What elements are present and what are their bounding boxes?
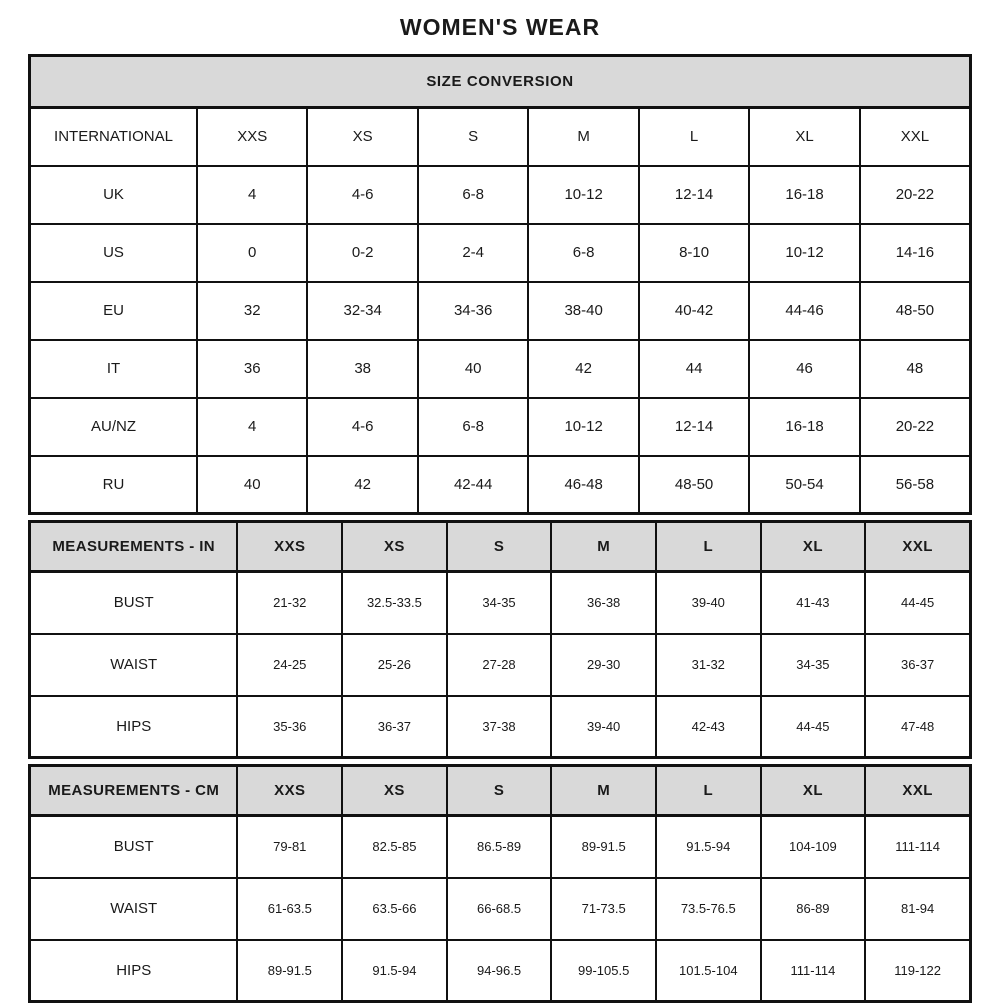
measurement-cell: 35-36 <box>237 696 342 758</box>
size-cell: 42-44 <box>418 456 528 514</box>
table-row <box>30 940 971 1002</box>
column-header: XXS <box>197 108 307 166</box>
measurement-cell: 34-35 <box>761 634 866 696</box>
measurement-cell: 91.5-94 <box>342 940 447 1002</box>
measurement-cell: 82.5-85 <box>342 816 447 878</box>
table-row <box>30 522 971 572</box>
size-conversion-table <box>28 54 972 515</box>
size-cell: 0-2 <box>307 224 417 282</box>
size-cell: 12-14 <box>639 166 749 224</box>
row-label: BUST <box>30 572 238 634</box>
column-header: XL <box>761 522 866 572</box>
size-cell: 2-4 <box>418 224 528 282</box>
measurement-cell: 79-81 <box>237 816 342 878</box>
column-header: M <box>551 766 656 816</box>
size-cell: 50-54 <box>749 456 859 514</box>
size-cell: 48 <box>860 340 971 398</box>
column-header: XXL <box>860 108 971 166</box>
measurement-cell: 27-28 <box>447 634 552 696</box>
column-header: XXS <box>237 522 342 572</box>
table-row <box>30 282 971 340</box>
size-cell: 40 <box>197 456 307 514</box>
measurement-cell: 89-91.5 <box>237 940 342 1002</box>
size-cell: 46-48 <box>528 456 638 514</box>
column-header: XS <box>342 766 447 816</box>
measurement-cell: 21-32 <box>237 572 342 634</box>
measurement-cell: 34-35 <box>447 572 552 634</box>
table-header: MEASUREMENTS - IN <box>30 522 238 572</box>
size-cell: 16-18 <box>749 166 859 224</box>
row-label: WAIST <box>30 878 238 940</box>
size-cell: 20-22 <box>860 398 971 456</box>
measurement-cell: 44-45 <box>761 696 866 758</box>
size-cell: 48-50 <box>860 282 971 340</box>
size-cell: 10-12 <box>749 224 859 282</box>
column-header: XS <box>307 108 417 166</box>
size-cell: 44 <box>639 340 749 398</box>
row-label: HIPS <box>30 696 238 758</box>
measurement-cell: 37-38 <box>447 696 552 758</box>
size-cell: 14-16 <box>860 224 971 282</box>
page-title: WOMEN'S WEAR <box>399 14 601 40</box>
size-cell: 36 <box>197 340 307 398</box>
size-conversion-banner: SIZE CONVERSION <box>30 56 971 108</box>
measurement-cell: 36-38 <box>551 572 656 634</box>
measurement-cell: 41-43 <box>761 572 866 634</box>
measurement-cell: 36-37 <box>865 634 970 696</box>
size-cell: 32-34 <box>307 282 417 340</box>
measurement-cell: 99-105.5 <box>551 940 656 1002</box>
size-cell: 10-12 <box>528 166 638 224</box>
table-row <box>30 340 971 398</box>
size-cell: 38 <box>307 340 417 398</box>
column-header: XXS <box>237 766 342 816</box>
column-header: L <box>656 522 761 572</box>
measurement-cell: 42-43 <box>656 696 761 758</box>
row-label: UK <box>30 166 197 224</box>
measurement-cell: 44-45 <box>865 572 970 634</box>
column-header: XL <box>761 766 866 816</box>
table-row <box>30 816 971 878</box>
size-cell: 4 <box>197 166 307 224</box>
measurements-in-table <box>28 520 972 759</box>
size-cell: 40-42 <box>639 282 749 340</box>
measurement-cell: 39-40 <box>656 572 761 634</box>
size-cell: 4-6 <box>307 398 417 456</box>
measurement-cell: 25-26 <box>342 634 447 696</box>
row-label: IT <box>30 340 197 398</box>
size-cell: 32 <box>197 282 307 340</box>
measurement-cell: 81-94 <box>865 878 970 940</box>
table-row <box>30 166 971 224</box>
row-label: EU <box>30 282 197 340</box>
row-label: WAIST <box>30 634 238 696</box>
table-row <box>30 634 971 696</box>
measurement-cell: 47-48 <box>865 696 970 758</box>
table-row <box>30 56 971 108</box>
column-header: S <box>447 522 552 572</box>
measurement-cell: 39-40 <box>551 696 656 758</box>
row-label: RU <box>30 456 197 514</box>
column-header: XS <box>342 522 447 572</box>
measurement-cell: 71-73.5 <box>551 878 656 940</box>
size-cell: 8-10 <box>639 224 749 282</box>
column-header: S <box>447 766 552 816</box>
size-cell: 46 <box>749 340 859 398</box>
table-row <box>30 878 971 940</box>
measurement-cell: 86-89 <box>761 878 866 940</box>
measurement-cell: 36-37 <box>342 696 447 758</box>
measurement-cell: 66-68.5 <box>447 878 552 940</box>
size-cell: 4 <box>197 398 307 456</box>
measurement-cell: 32.5-33.5 <box>342 572 447 634</box>
measurement-cell: 91.5-94 <box>656 816 761 878</box>
measurement-cell: 119-122 <box>865 940 970 1002</box>
column-header: M <box>528 108 638 166</box>
measurement-cell: 73.5-76.5 <box>656 878 761 940</box>
table-row <box>30 108 971 166</box>
column-header: XXL <box>865 766 970 816</box>
size-cell: 0 <box>197 224 307 282</box>
table-row <box>30 572 971 634</box>
size-cell: 48-50 <box>639 456 749 514</box>
size-cell: 42 <box>528 340 638 398</box>
size-cell: 6-8 <box>418 398 528 456</box>
size-cell: 10-12 <box>528 398 638 456</box>
column-header: INTERNATIONAL <box>30 108 197 166</box>
size-cell: 34-36 <box>418 282 528 340</box>
column-header: L <box>656 766 761 816</box>
measurement-cell: 86.5-89 <box>447 816 552 878</box>
size-cell: 40 <box>418 340 528 398</box>
measurement-cell: 89-91.5 <box>551 816 656 878</box>
size-cell: 44-46 <box>749 282 859 340</box>
measurement-cell: 94-96.5 <box>447 940 552 1002</box>
column-header: XXL <box>865 522 970 572</box>
row-label: US <box>30 224 197 282</box>
size-cell: 16-18 <box>749 398 859 456</box>
size-cell: 56-58 <box>860 456 971 514</box>
column-header: XL <box>749 108 859 166</box>
row-label: AU/NZ <box>30 398 197 456</box>
measurement-cell: 111-114 <box>761 940 866 1002</box>
table-row <box>30 766 971 816</box>
row-label: BUST <box>30 816 238 878</box>
measurement-cell: 101.5-104 <box>656 940 761 1002</box>
measurement-cell: 61-63.5 <box>237 878 342 940</box>
column-header: L <box>639 108 749 166</box>
measurement-cell: 29-30 <box>551 634 656 696</box>
size-cell: 42 <box>307 456 417 514</box>
size-cell: 20-22 <box>860 166 971 224</box>
size-cell: 6-8 <box>418 166 528 224</box>
size-cell: 12-14 <box>639 398 749 456</box>
table-header: MEASUREMENTS - CM <box>30 766 238 816</box>
table-row <box>30 696 971 758</box>
measurement-cell: 63.5-66 <box>342 878 447 940</box>
size-cell: 6-8 <box>528 224 638 282</box>
column-header: S <box>418 108 528 166</box>
table-row <box>30 456 971 514</box>
measurements-cm-table <box>28 764 972 1003</box>
table-row <box>30 224 971 282</box>
measurement-cell: 104-109 <box>761 816 866 878</box>
size-cell: 38-40 <box>528 282 638 340</box>
column-header: M <box>551 522 656 572</box>
measurement-cell: 31-32 <box>656 634 761 696</box>
measurement-cell: 111-114 <box>865 816 970 878</box>
size-cell: 4-6 <box>307 166 417 224</box>
measurement-cell: 24-25 <box>237 634 342 696</box>
table-row <box>30 398 971 456</box>
row-label: HIPS <box>30 940 238 1002</box>
